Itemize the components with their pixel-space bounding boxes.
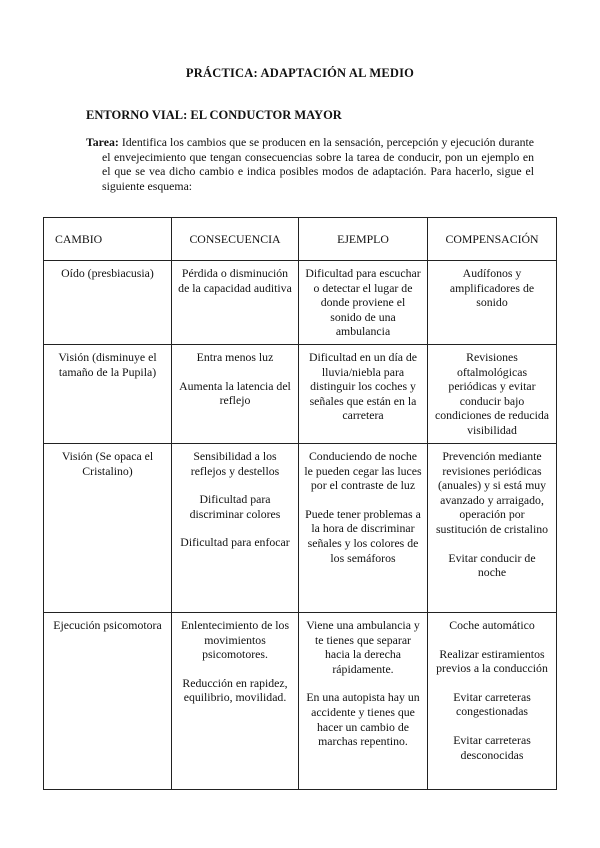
section-title: ENTORNO VIAL: EL CONDUCTOR MAYOR bbox=[86, 108, 342, 122]
cell-cambio bbox=[44, 261, 172, 345]
cell-compensacion bbox=[428, 443, 557, 612]
cell-text: Dificultad para discriminar colores bbox=[189, 492, 281, 521]
table-row bbox=[44, 261, 557, 345]
cell-text: Visión (disminuye el tamaño de la Pupila) bbox=[58, 349, 157, 379]
cell-text: Aumenta la latencia del reflejo bbox=[179, 378, 291, 408]
cell-text: Entra menos luz bbox=[196, 349, 274, 364]
cell-compensacion bbox=[428, 612, 557, 789]
cell-cambio bbox=[44, 344, 172, 443]
cell-text: Dificultad para enfocar bbox=[180, 535, 290, 550]
cell-text: Sensibilidad a los reflejos y destellos bbox=[190, 448, 280, 478]
cell-ejemplo bbox=[299, 261, 428, 345]
cell-text: Revisiones oftalmológicas periódicas y evitar conducir bajo condiciones de reducida visibilidad bbox=[435, 349, 549, 437]
task-paragraph bbox=[86, 135, 534, 193]
table-header-row bbox=[44, 218, 557, 261]
cell-ejemplo bbox=[299, 443, 428, 612]
task-label: Tarea: bbox=[86, 135, 119, 149]
cell-text: Pérdida o disminución de la capacidad auditiva bbox=[178, 266, 292, 295]
cell-text: Enlentecimiento de los movimientos psicomotores. bbox=[180, 617, 290, 662]
cell-cambio bbox=[44, 612, 172, 789]
cell-text: Evitar carreteras desconocidas bbox=[453, 732, 531, 762]
cell-text: Dificultad para escuchar o detectar el lugar de donde proviene el sonido de una ambulancia bbox=[305, 266, 421, 339]
cell-consecuencia bbox=[172, 344, 299, 443]
cell-text: Coche automático bbox=[449, 617, 535, 632]
cell-compensacion bbox=[428, 344, 557, 443]
cell-text: Viene una ambulancia y te tienes que separar hacia la derecha rápidamente. bbox=[306, 617, 420, 676]
header-cambio: CAMBIO bbox=[44, 218, 172, 261]
cell-text: Realizar estiramientos previos a la conducción bbox=[436, 646, 548, 676]
cell-ejemplo bbox=[299, 612, 428, 789]
header-compensacion: COMPENSACIÓN bbox=[428, 218, 557, 261]
cell-text: Reducción en rapidez, equilibrio, movilidad. bbox=[182, 675, 288, 705]
cell-ejemplo bbox=[299, 344, 428, 443]
table-row bbox=[44, 344, 557, 443]
cell-cambio bbox=[44, 443, 172, 612]
cell-consecuencia bbox=[172, 443, 299, 612]
cell-text: Evitar carreteras congestionadas bbox=[453, 689, 531, 719]
cell-text: Dificultad en un día de lluvia/niebla para distinguir los coches y señales que están en la carretera bbox=[308, 349, 418, 423]
cell-text: En una autopista hay un accidente y tienes que hacer un cambio de marchas repentino. bbox=[306, 690, 420, 749]
adaptation-table bbox=[43, 217, 557, 790]
task-text: Identifica los cambios que se producen en la sensación, percepción y ejecución durante el envejecimiento que tengan consecuencias sobre la tarea de conducir, pon un ejemplo en el que se vea dicho cambio e indica posibles modos de adaptación. Para hacerlo, sigue el siguiente esquema: bbox=[102, 135, 534, 193]
cell-text: Oído (presbiacusia) bbox=[61, 266, 154, 280]
table-row bbox=[44, 612, 557, 789]
cell-text: Conduciendo de noche le pueden cegar las luces por el contraste de luz bbox=[304, 448, 422, 493]
cell-text: Visión (Se opaca el Cristalino) bbox=[61, 448, 154, 478]
cell-text: Puede tener problemas a la hora de discriminar señales y los colores de los semáforos bbox=[305, 506, 421, 565]
header-ejemplo: EJEMPLO bbox=[299, 218, 428, 261]
cell-text: Evitar conducir de noche bbox=[448, 550, 536, 580]
cell-consecuencia bbox=[172, 612, 299, 789]
header-consecuencia: CONSECUENCIA bbox=[172, 218, 299, 261]
table-row bbox=[44, 443, 557, 612]
cell-text: Ejecución psicomotora bbox=[53, 617, 162, 632]
cell-consecuencia bbox=[172, 261, 299, 345]
cell-text: Audífonos y amplificadores de sonido bbox=[449, 266, 535, 310]
page-title: PRÁCTICA: ADAPTACIÓN AL MEDIO bbox=[185, 66, 415, 80]
cell-text: Prevención mediante revisiones periódicas (anuales) y si está muy avanzado y arraigado, operación por sustitución de cristalino bbox=[435, 448, 549, 536]
cell-compensacion bbox=[428, 261, 557, 345]
